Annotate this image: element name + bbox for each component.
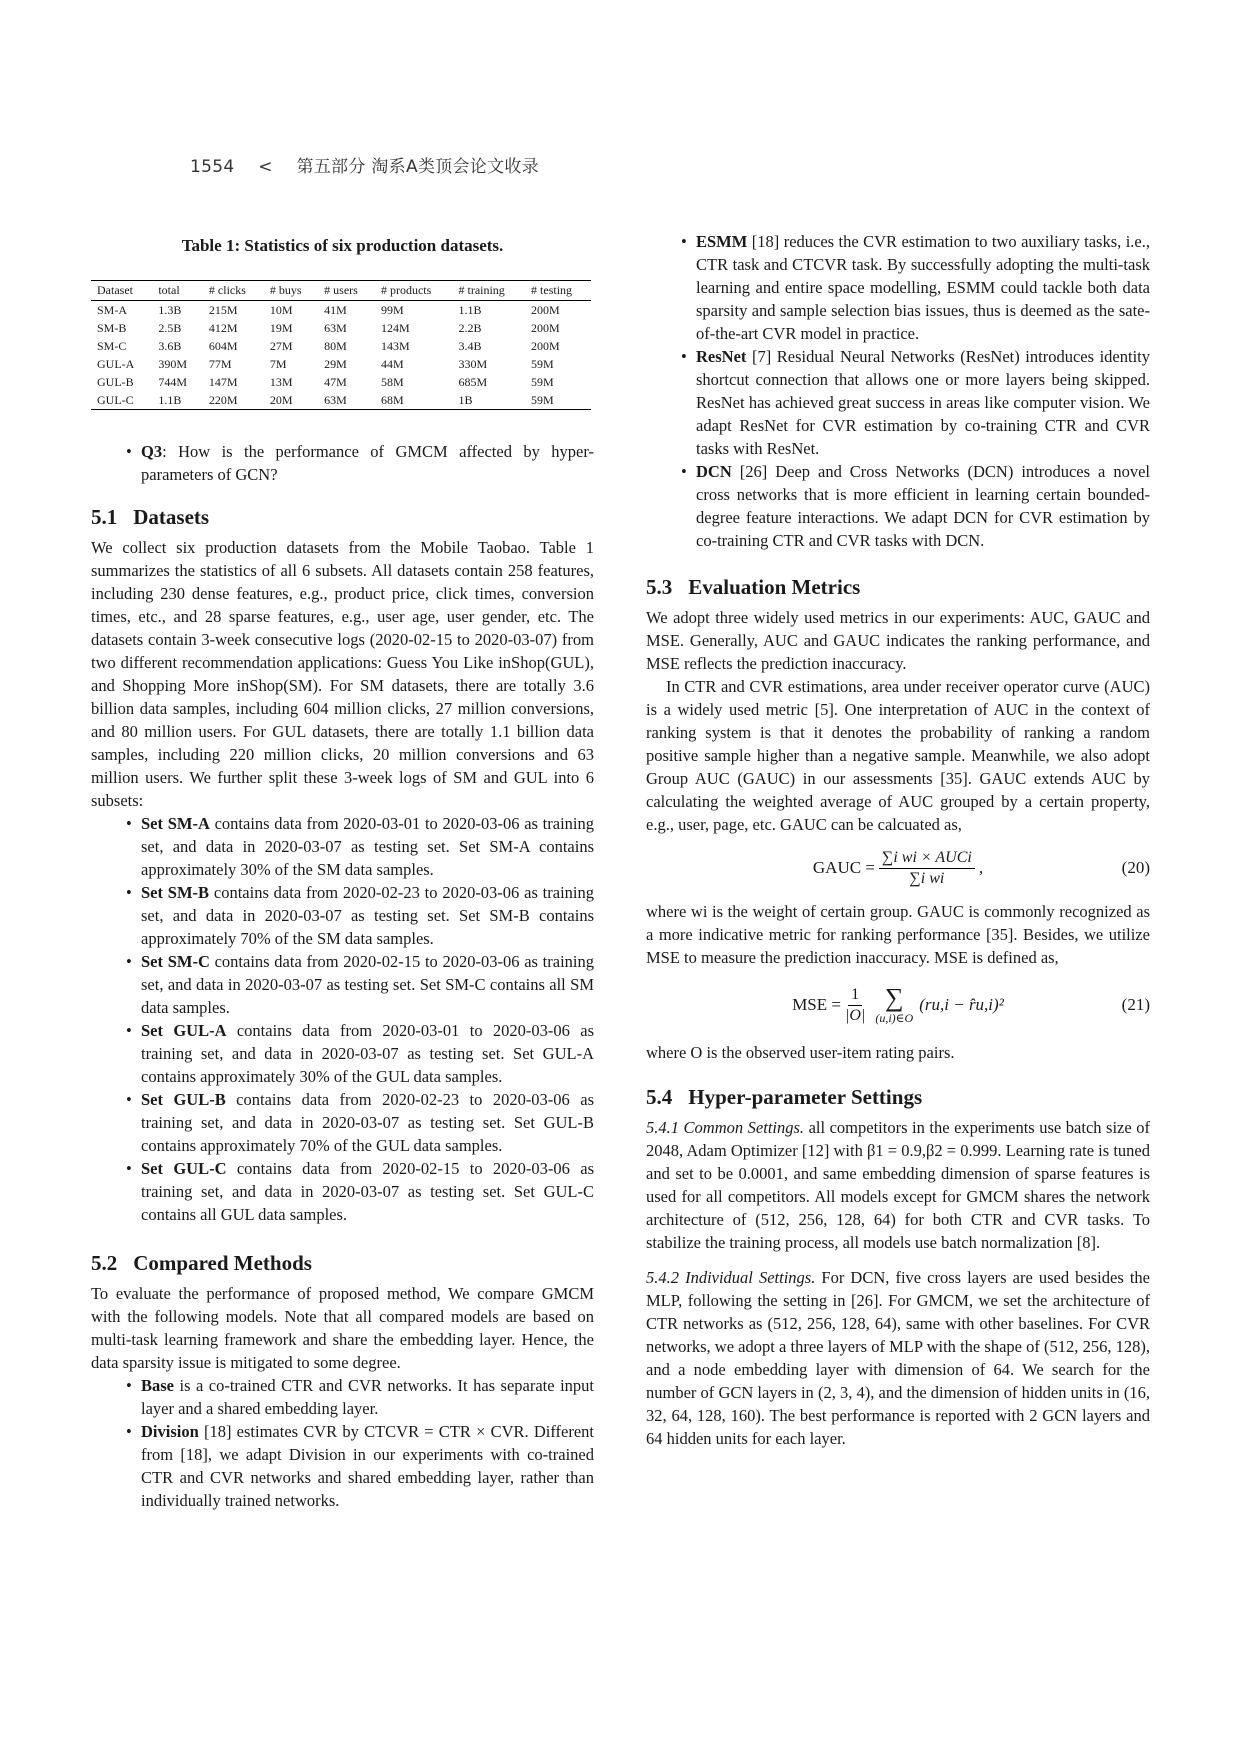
- list-item: [141, 1088, 594, 1157]
- section-heading: [91, 1250, 594, 1276]
- item-text: contains data from 2020-02-23 to 2020-03-06 as training set, and data in 2020-03-07 as testing set. Set SM-B contains approximately 70% of the SM data samples.: [141, 883, 594, 948]
- table-cell: 59M: [531, 375, 554, 389]
- fraction-denominator: |O|: [844, 1006, 866, 1024]
- page-number: 1554: [190, 157, 235, 177]
- table-cell: 59M: [525, 391, 591, 410]
- list-item: [141, 1374, 594, 1420]
- summation: [875, 985, 913, 1025]
- section-title: Compared Methods: [133, 1251, 312, 1275]
- table-cell: 7M: [269, 357, 287, 371]
- sigma-symbol: ∑: [885, 983, 904, 1012]
- table-cell: SM-C: [97, 339, 127, 353]
- table-cell: 3.6B: [158, 339, 182, 353]
- col-header: Dataset: [91, 281, 152, 301]
- table-cell: 47M: [324, 375, 347, 389]
- left-column: [91, 230, 594, 1512]
- item-text: [7] Residual Neural Networks (ResNet) introduces identity shortcut connection that allows one or more layers being skipped. ResNet has achieved great success in areas like computer vision. We adapt ResNet for CVR estimation by co-training CTR and CVR tasks with ResNet.: [696, 347, 1150, 458]
- table-cell: 3.4B: [458, 339, 482, 353]
- item-label: Set GUL-B: [141, 1090, 226, 1109]
- table-row: [91, 337, 591, 355]
- table-header-row: [91, 281, 591, 301]
- table-caption: Table 1: Statistics of six production datasets.: [181, 236, 504, 255]
- table-cell: 10M: [269, 303, 293, 317]
- table-cell: SM-A: [97, 303, 128, 317]
- table-cell: 63M: [318, 391, 375, 410]
- list-item: [141, 812, 594, 881]
- item-text: contains data from 2020-02-15 to 2020-03-06 as training set, and data in 2020-03-07 as testing set. Set SM-C contains all SM data samples.: [141, 952, 595, 1017]
- q3-label: Q3: [141, 442, 163, 461]
- table-cell: 77M: [208, 357, 232, 371]
- page-header: [190, 152, 557, 177]
- table-cell: 1.1B: [152, 391, 203, 410]
- list-item: [141, 440, 594, 486]
- equation-number: (20): [1121, 858, 1150, 877]
- table-cell: 330M: [458, 357, 488, 371]
- table-row: [91, 301, 591, 320]
- table-cell: 685M: [458, 375, 488, 389]
- table-cell: 200M: [531, 339, 560, 353]
- equation-fraction: [879, 848, 975, 889]
- table-cell: 200M: [531, 321, 560, 335]
- header-section-title: 第五部分 淘系A类顶会论文收录: [296, 157, 539, 177]
- item-text: contains data from 2020-02-23 to 2020-03-06 as training set, and data in 2020-03-07 as testing set. Set GUL-B contains approximately 70% of the GUL data samples.: [141, 1090, 595, 1155]
- section-number: 5.3: [646, 575, 673, 599]
- table-cell: 27M: [269, 339, 293, 353]
- table-cell: 1.1B: [458, 303, 482, 317]
- list-item: [141, 1420, 594, 1512]
- paragraph: We collect six production datasets from the Mobile Taobao. Table 1 summarizes the statistics of all 6 subsets. All datasets contain 258 features, including 230 dense features, e.g., product price, click times, conversion times, etc., and 28 sparse features, e.g., user age, user gender, etc. The datasets contain 3-week consecutive logs (2020-02-15 to 2020-03-07) from two different recommendation applications: Guess You Like inShop(GUL), and Shopping More inShop(SM). For SM datasets, there are totally 3.6 billion data samples, including 604 million clicks, 27 million conversions, and 80 million users. For GUL datasets, there are totally 1.1 billion data samples, including 220 million clicks, 20 million conversions and 63 million users. We further split these 3-week logs of SM and GUL into 6 subsets:: [91, 538, 594, 810]
- equation-fraction: [845, 985, 865, 1026]
- paragraph: To evaluate the performance of proposed method, We compare GMCM with the following models. Note that all compared models are based on multi-task learning framework and share the embedding layer. Hence, the data sparsity issue is mitigated to some degree.: [91, 1284, 594, 1372]
- table-row: [91, 391, 591, 410]
- item-label: Division: [141, 1422, 199, 1441]
- table-cell: 744M: [158, 375, 188, 389]
- table-cell: 220M: [203, 391, 264, 410]
- equation-number: (21): [1121, 995, 1150, 1014]
- item-label: ESMM: [696, 232, 748, 251]
- table-cell: 80M: [324, 339, 347, 353]
- subsection-text: For DCN, five cross layers are used besides the MLP, following the setting in [26]. For GMCM, we set the architecture of CTR networks as (512, 256, 128, 64), same with other baselines. For CVR networks, we adopt a three layers of MLP with the shape of (512, 256, 128), and a node embedding layer with dimension of 64. We search for the number of GCN layers in (2, 3, 4), and the dimension of hidden units in (16, 32, 64, 128, 160). The best performance is reported with 2 GCN layers and 64 hidden units for each layer.: [646, 1268, 1150, 1448]
- paragraph: We adopt three widely used metrics in our experiments: AUC, GAUC and MSE. Generally, AUC and GAUC indicates the ranking performance, and MSE reflects the prediction inaccuracy.: [646, 608, 1150, 673]
- table-cell: 412M: [208, 321, 238, 335]
- col-header: # users: [318, 281, 375, 301]
- method-list: [91, 1374, 594, 1512]
- equation-mse: [646, 973, 1150, 1037]
- col-header: # products: [375, 281, 453, 301]
- col-header: total: [152, 281, 203, 301]
- table-cell: 147M: [208, 375, 238, 389]
- equation-lhs: MSE =: [792, 995, 841, 1014]
- table-cell: SM-B: [97, 321, 127, 335]
- table-cell: GUL-A: [97, 357, 135, 371]
- table-cell: 68M: [375, 391, 453, 410]
- list-item: [696, 345, 1150, 460]
- summation-subscript: (u,i)∈O: [875, 1011, 914, 1025]
- q3-text: : How is the performance of GMCM affected by hyper-parameters of GCN?: [141, 442, 594, 484]
- equation-gauc: GAUC = $\frac{\text{∑i wi × AUCi}}{\text{∑i wi}}$ , (20): [812, 848, 1150, 887]
- paragraph: [646, 1266, 1150, 1450]
- paragraph: where wi is the weight of certain group. GAUC is commonly recognized as a more indicative metric for ranking performance [35]. Besides, we utilize MSE to measure the prediction inaccuracy. MSE is defined as,: [646, 902, 1150, 967]
- table-cell: 44M: [380, 357, 404, 371]
- table-cell: 200M: [531, 303, 560, 317]
- statistics-table: [91, 280, 591, 410]
- table-cell: 215M: [208, 303, 238, 317]
- col-header: # testing: [525, 281, 591, 301]
- item-label: Set GUL-A: [141, 1021, 227, 1040]
- col-header: # clicks: [203, 281, 264, 301]
- table-cell: 13M: [269, 375, 293, 389]
- table-cell: 59M: [531, 357, 554, 371]
- table-cell: 1.3B: [158, 303, 182, 317]
- table-row: [91, 355, 591, 373]
- table-cell: GUL-B: [97, 375, 134, 389]
- table-cell: 20M: [264, 391, 318, 410]
- item-label: Set SM-B: [141, 883, 210, 902]
- item-label: Set GUL-C: [141, 1159, 227, 1178]
- table-cell: 390M: [158, 357, 188, 371]
- item-label: ResNet: [696, 347, 747, 366]
- paragraph: where O is the observed user-item rating pairs.: [646, 1043, 955, 1062]
- list-item: [696, 230, 1150, 345]
- section-title: Datasets: [133, 505, 210, 529]
- table-cell: 124M: [380, 321, 410, 335]
- subsection-label: 5.4.1 Common Settings.: [646, 1118, 805, 1137]
- table-cell: 2.5B: [158, 321, 182, 335]
- header-separator: <: [258, 157, 273, 177]
- subsection-label: 5.4.2 Individual Settings.: [646, 1268, 816, 1287]
- list-item: [696, 460, 1150, 552]
- item-text: [18] reduces the CVR estimation to two auxiliary tasks, i.e., CTR task and CTCVR task. By successfully adopting the multi-task learning and entire space modelling, ESMM could tackle both data sparsity and sample selection bias issues, thus is deemed as the sate-of-the-art CVR model in practice.: [696, 232, 1150, 343]
- table-cell: 29M: [324, 357, 347, 371]
- table-cell: 19M: [269, 321, 293, 335]
- item-label: Set SM-A: [141, 814, 210, 833]
- section-heading: [646, 574, 1150, 600]
- item-text: [26] Deep and Cross Networks (DCN) introduces a novel cross networks that is more efficient in learning certain bounded-degree feature interactions. We adapt DCN for CVR estimation by co-training CTR and CVR tasks with DCN.: [696, 462, 1150, 550]
- table-cell: 1B: [452, 391, 525, 410]
- table-cell: 604M: [208, 339, 238, 353]
- section-number: 5.4: [646, 1085, 673, 1109]
- list-item: [141, 881, 594, 950]
- right-column: [646, 230, 1150, 1450]
- item-text: is a co-trained CTR and CVR networks. It has separate input layer and a shared embedding layer.: [141, 1376, 594, 1418]
- equation-lhs: GAUC =: [812, 858, 875, 877]
- section-title: Hyper-parameter Settings: [688, 1085, 923, 1109]
- section-number: 5.2: [91, 1251, 118, 1275]
- table-row: [91, 319, 591, 337]
- item-text: contains data from 2020-03-01 to 2020-03-06 as training set, and data in 2020-03-07 as testing set. Set GUL-A contains approximately 30% of the GUL data samples.: [141, 1021, 594, 1086]
- q3-list: [91, 440, 594, 486]
- section-heading: [91, 504, 594, 530]
- list-item: [141, 1019, 594, 1088]
- item-label: Set SM-C: [141, 952, 210, 971]
- table-cell: 63M: [324, 321, 347, 335]
- table-cell: 41M: [324, 303, 347, 317]
- table-cell: 143M: [380, 339, 410, 353]
- section-heading: [646, 1084, 1150, 1110]
- item-text: contains data from 2020-02-15 to 2020-03-06 as training set, and data in 2020-03-07 as testing set. Set GUL-C contains all GUL data samples.: [141, 1159, 594, 1224]
- table-cell: 2.2B: [458, 321, 482, 335]
- fraction-numerator: 1: [848, 985, 862, 1006]
- dataset-subset-list: [91, 812, 594, 1226]
- fraction-numerator: ∑i wi × AUCi: [879, 848, 975, 869]
- col-header: # buys: [264, 281, 318, 301]
- section-title: Evaluation Metrics: [688, 575, 861, 599]
- table-cell: GUL-C: [91, 391, 152, 410]
- fraction-denominator: ∑i wi: [909, 869, 945, 887]
- paragraph: [646, 1116, 1150, 1254]
- item-text: contains data from 2020-03-01 to 2020-03-06 as training set, and data in 2020-03-07 as testing set. Set SM-A contains approximately 30% of the SM data samples.: [141, 814, 595, 879]
- table-cell: 99M: [380, 303, 404, 317]
- list-item: [141, 950, 594, 1019]
- section-number: 5.1: [91, 505, 118, 529]
- table-row: [91, 373, 591, 391]
- paragraph: In CTR and CVR estimations, area under receiver operator curve (AUC) is a widely used metric [5]. One interpretation of AUC in the context of ranking system is that it denotes the probability of ranking a random positive sample higher than a negative sample. Meanwhile, we also adopt Group AUC (GAUC) in our assessments [35]. GAUC extends AUC by calculating the weighted average of AUC grouped by a certain property, e.g., user, page, etc. GAUC can be calcuated as,: [646, 677, 1150, 834]
- item-label: Base: [141, 1376, 174, 1395]
- item-text: [18] estimates CVR by CTCVR = CTR × CVR. Different from [18], we adapt Division in our experiments with co-trained CTR and CVR networks and shared embedding layer, rather than individually trained networks.: [141, 1422, 594, 1510]
- list-item: [141, 1157, 594, 1226]
- equation-body: (ru,i − r̂u,i)²: [919, 995, 1004, 1014]
- table-cell: 58M: [380, 375, 404, 389]
- item-label: DCN: [696, 462, 732, 481]
- method-list-continued: [646, 230, 1150, 552]
- col-header: # training: [452, 281, 525, 301]
- subsection-text: all competitors in the experiments use batch size of 2048, Adam Optimizer [12] with β1 = 0.9,β2 = 0.999. Learning rate is tuned and set to be 0.0001, and same embedding dimension of sparse features is used for all competitors. All models except for GMCM shares the network architecture of (512, 256, 128, 64) for both CTR and CVR tasks. To stabilize the training process, all models use batch normalization [8].: [646, 1118, 1150, 1252]
